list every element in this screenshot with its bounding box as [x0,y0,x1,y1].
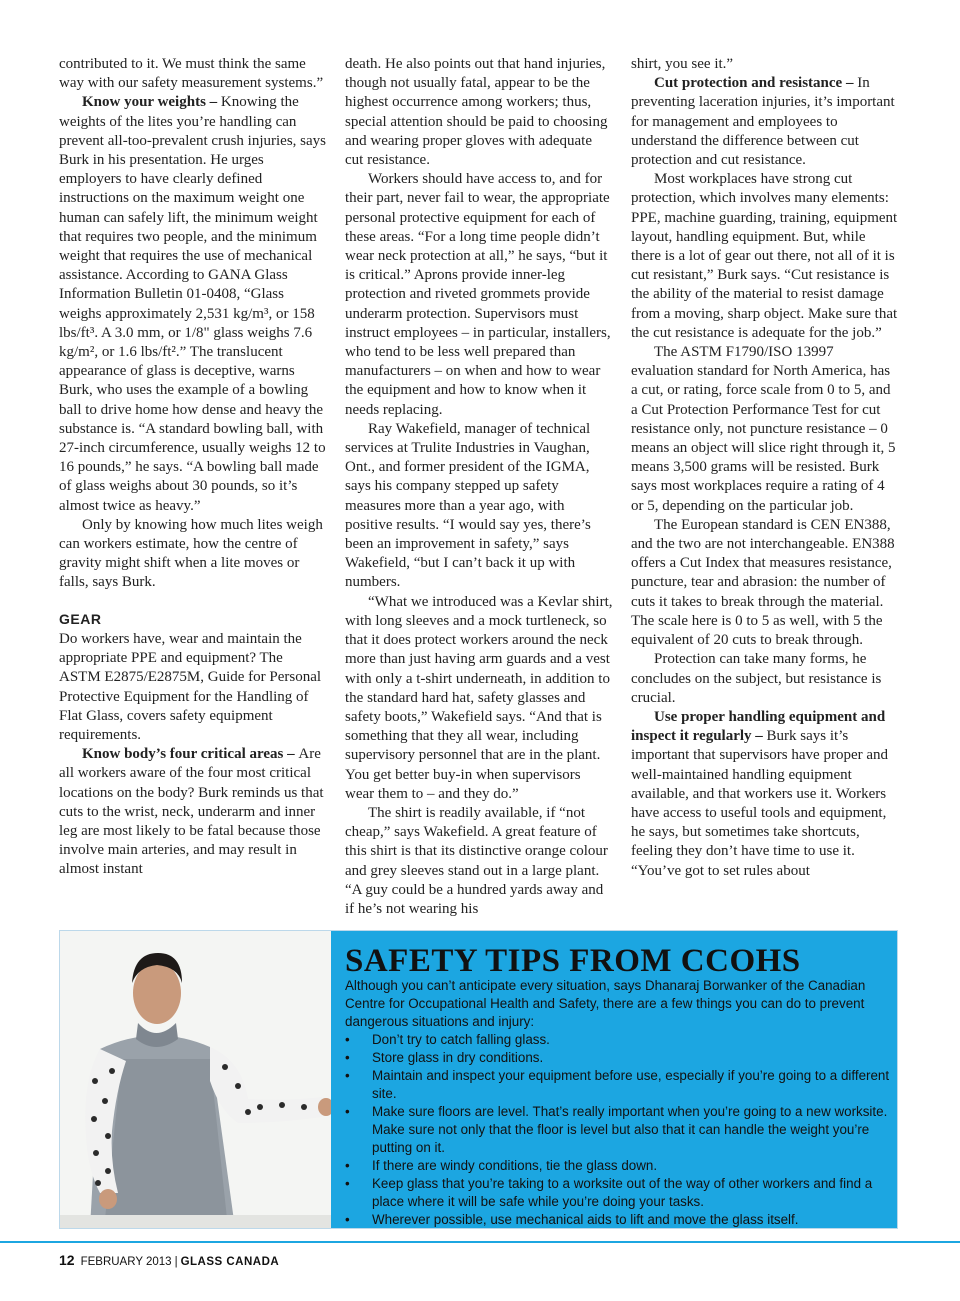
safety-tips-sidebar [59,930,898,1229]
article-paragraph [631,170,899,343]
paragraph-body: The ASTM F1790/ISO 13997 evaluation standard for North America, has a cut, or rating, force scale from 0 to 5, and a Cut Protection Performance Test for cut resistance only, not puncture resistance – 0 means an object will slice right through it, 5 means 3,500 grams will be resisted. Burk says most workplaces require a rating of 4 or 5, depending on the particular job. [631,344,896,514]
paragraph-lead-in: Use proper handling equipment and inspect it regularly – [631,708,886,745]
issue-date: FEBRUARY 2013 [80,1256,172,1268]
article-paragraph [631,55,899,74]
footer-rule [0,1241,960,1243]
paragraph-body: Workers should have access to, and for their part, never fail to wear, the appropriate personal protective equipment for each of these areas. “For a long time people didn’t wear neck protection at all,” he says, “but it is critical.” Aprons provide inner-leg protection and riveted grommets provide underarm protection. Supervisors must instruct employees – in particular, installers, who tend to be less well prepared than manufacturers – on when and how to wear the equipment and how to know when it needs replacing. [345,171,611,418]
paragraph-body: Protection can take many forms, he concludes on the subject, but resistance is crucial. [631,651,882,706]
paragraph-body: The European standard is CEN EN388, and the two are not interchangeable. EN388 offers a Cut Index that measures resistance, puncture, tear and abrasion: the number of cuts it takes to break through the material. The scale here is 0 to 5 as well, with 5 the equivalent of 20 cuts to break through. [631,516,895,649]
article-paragraph [631,516,899,650]
safety-tip: • Keep glass that you’re taking to a worksite out of the way of other workers and find a place where it will be safe while you’re doing your tasks. [345,1175,890,1211]
paragraph-body: Do workers have, wear and maintain the appropriate PPE and equipment? The ASTM E2875/E2875M, Guide for Personal Protective Equipment for the Handling of Flat Glass, covers safety equipment requirements. [59,630,322,743]
article-paragraph [631,650,899,708]
paragraph-lead-in: Know your weights – [82,94,221,111]
safety-tips-intro: Although you can’t anticipate every situation, says Dhanaraj Borwanker of the Canadian Centre for Occupational Health and Safety, there are a few things you can do to prevent dangerous situations and injury: [345,978,866,1029]
paragraph-body: death. He also points out that hand injuries, though not usually fatal, appear to be the highest occurrence among workers; thus, special attention should be paid to choosing and wearing proper gloves with adequate cut resistance. [345,56,608,169]
article-paragraph [631,708,899,881]
worker-ppe-photo [60,931,331,1228]
article-paragraph [59,630,327,745]
paragraph-body: Most workplaces have strong cut protection, which involves many elements: PPE, machine guarding, training, equipment layout, handling equipment. But, while there is a lot of gear out there, not all of it is cut resistant,” Burk says. “Cut resistance is the ability of the material to resist damage from a moving, sharp object. Make sure that the cut resistance is adequate for the job.” [631,171,898,341]
paragraph-body: shirt, you see it.” [631,56,734,72]
paragraph-body: In preventing laceration injuries, it’s important for management and employees to understand the difference between cut protection and cut resistance. [631,75,895,169]
article-paragraph [631,343,899,516]
magazine-name: GLASS CANADA [180,1256,280,1268]
safety-tip: • Wherever possible, use mechanical aids to lift and move the glass itself. [345,1211,890,1229]
paragraph-body: Are all workers aware of the four most critical locations on the body? Burk reminds us that cuts to the wrist, neck, underarm and inner leg are most likely to be fatal because those involve main arteries, and may result in almost instant [59,746,324,878]
paragraph-lead-in: Cut protection and resistance – [654,75,858,92]
article-paragraph [59,93,327,515]
paragraph-body: Burk says it’s important that supervisors have proper and well-maintained handling equipment available, and that workers use it. Workers have access to useful tools and equipment, he says, but sometimes take shortcuts, feeling they don’t have time to use it. “You’ve got to set rules about [631,728,889,879]
article-paragraph [631,74,899,170]
paragraph-body: The shirt is readily available, if “not cheap,” says Wakefield. A great feature of this shirt is that its distinctive orange colour and grey sleeves stand out in a large plant. “A guy could be a hundred yards away and if he’s not wearing his [345,804,608,917]
paragraph-body: “What we introduced was a Kevlar shirt, with long sleeves and a mock turtleneck, so that it does protect workers around the neck more than just having arm guards and a vest with only a t-shirt underneath, in addition to the standard hard hat, safety glasses and safety boots,” Wakefield says. “And that is something that they all wear, including supervisory personnel that are in the plant. You get better buy-in when supervisors wear them to – and they do.” [345,593,613,802]
paragraph-body: Only by knowing how much lites weigh can workers estimate, how the centre of gravity might shift when a lite moves or falls, says Burk. [59,516,323,591]
article-column-1 [59,55,327,880]
paragraph-body: Ray Wakefield, manager of technical services at Trulite Industries in Vaughan, Ont., and former president of the IGMA, says his company stepped up safety measures more than a year ago, with positive results. “I would say yes, there’s been an improvement in safety,” says Wakefield, “but I can’t back it up with numbers. [345,420,591,591]
safety-tip: • Maintain and inspect your equipment before use, especially if you’re going to a different site. [345,1067,890,1103]
article-paragraph [345,593,613,804]
article-paragraph [345,420,613,593]
worker-in-protective-gear-illustration [60,931,331,1228]
article-paragraph [59,55,327,93]
safety-tips-panel [331,931,897,1228]
article-paragraph [345,170,613,420]
safety-tip: • If there are windy conditions, tie the glass down. [345,1157,890,1175]
page-footer [59,1252,279,1268]
safety-tip: • Store glass in dry conditions. [345,1049,890,1067]
safety-tips-title: SAFETY TIPS FROM CCOHS [345,943,801,979]
paragraph-lead-in: Know body’s four critical areas – [82,746,299,763]
paragraph-body: Knowing the weights of the lites you’re handling can prevent all-too-prevalent crush injuries, says Burk in his presentation. He urges employers to have clearly defined instructions on the maximum weight one human can safely lift, the minimum weight that requires two people, and the minimum weight that requires the use of mechanical assistance. According to GANA Glass Information Bulletin 01-0408, “Glass weighs approximately 2,531 kg/m³, or 158 lbs/ft³. A 3.0 mm, or 1/8" glass weighs 7.6 kg/m², or 1.6 lbs/ft².” The translucent appearance of glass is deceptive, warns Burk, who uses the example of a bowling ball to drive home how dense and heavy the substance is. “A standard bowling ball, with 27-inch circumference, usually weighs 12 to 16 pounds,” he says. “A bowling ball made of glass weighs about 30 pounds, so it’s almost twice as heavy.” [59,94,326,514]
article-column-3 [631,55,899,881]
article-paragraph [59,745,327,879]
safety-tip: • Make sure floors are level. That’s really important when you’re going to a new worksite. Make sure not only that the floor is level but also that it can handle the weight you’re putting on it. [345,1103,890,1157]
safety-tips-list [345,1031,890,1229]
paragraph-body: contributed to it. We must think the same way with our safety measurement systems.” [59,56,324,92]
footer-separator: | [174,1256,178,1268]
article-column-2 [345,55,613,919]
article-paragraph [345,55,613,170]
article-paragraph [345,804,613,919]
section-heading: GEAR [59,610,102,627]
page-number: 12 [59,1252,75,1268]
safety-tip: • Don’t try to catch falling glass. [345,1031,890,1049]
article-paragraph [59,516,327,593]
